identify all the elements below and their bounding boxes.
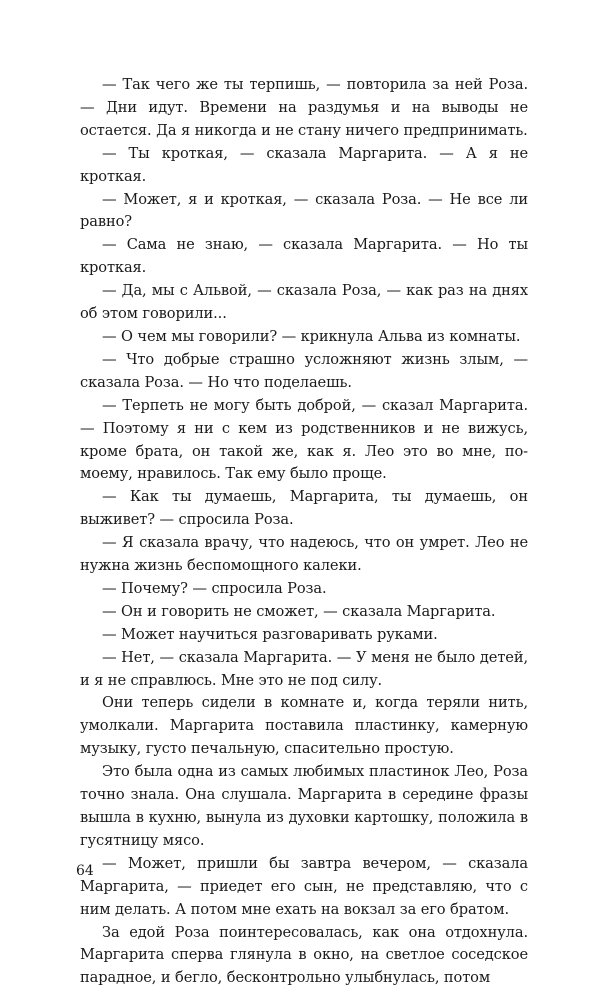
paragraph: — Сама не знаю, — сказала Маргарита. — Но ты кроткая. — [80, 236, 528, 277]
paragraph: Они теперь сидели в комнате и, когда теряли нить, умолкали. Маргарита поставила пластинку, камерную музыку, густо печальную, спасительно простую. — [80, 694, 528, 758]
paragraph: — Я сказала врачу, что надеюсь, что он умрет. Лео не нужна жизнь беспомощного калеки. — [80, 534, 528, 575]
paragraph: — Терпеть не могу быть доброй, — сказал Маргарита. — Поэтому я ни с кем из родственников и не вижусь, кроме брата, он такой же, как я. Лео это во мне, по-моему, нравилось. Так ему было проще. — [80, 396, 528, 483]
paragraph: Это была одна из самых любимых пластинок Лео, Роза точно знала. Она слушала. Маргарита в середине фразы вышла в кухню, вынула из духовки картошку, положила в гусятницу мясо. — [80, 763, 528, 849]
paragraph: — О чем мы говорили? — крикнула Альва из комнаты. — [102, 327, 521, 345]
body-text — [80, 74, 528, 990]
paragraph: — Так чего же ты терпишь, — повторила за ней Роза. — Дни идут. Времени на раздумья и на выводы не остается. Да я никогда и не стану ничего предпринимать. — [80, 76, 528, 139]
paragraph: — Как ты думаешь, Маргарита, ты думаешь, он выживет? — спросила Роза. — [80, 488, 528, 529]
paragraph: — Может научиться разговаривать руками. — [102, 625, 438, 643]
paragraph: — Да, мы с Альвой, — сказала Роза, — как раз на днях об этом говорили... — [80, 282, 528, 323]
paragraph: — Может, я и кроткая, — сказала Роза. — Не все ли равно? — [80, 190, 528, 231]
paragraph: — Ты кроткая, — сказала Маргарита. — А я не кроткая. — [80, 144, 528, 185]
paragraph: За едой Роза поинтересовалась, как она отдохнула. Маргарита сперва глянула в окно, на светлое соседское парадное, и бегло, бесконтрольно улыбнулась, потом — [80, 923, 528, 987]
paragraph: — Что добрые страшно усложняют жизнь злым, — сказала Роза. — Но что поделаешь. — [80, 350, 528, 391]
paragraph: — Он и говорить не сможет, — сказала Маргарита. — [102, 602, 496, 620]
paragraph: — Почему? — спросила Роза. — [102, 579, 327, 597]
paragraph: — Может, пришли бы завтра вечером, — сказала Маргарита, — приедет его сын, не представляю, что с ним делать. А потом мне ехать на вокзал за его братом. — [80, 854, 528, 918]
page-number: 64 — [76, 863, 94, 879]
paragraph: — Нет, — сказала Маргарита. — У меня не было детей, и я не справлюсь. Мне это не под силу. — [80, 648, 528, 689]
